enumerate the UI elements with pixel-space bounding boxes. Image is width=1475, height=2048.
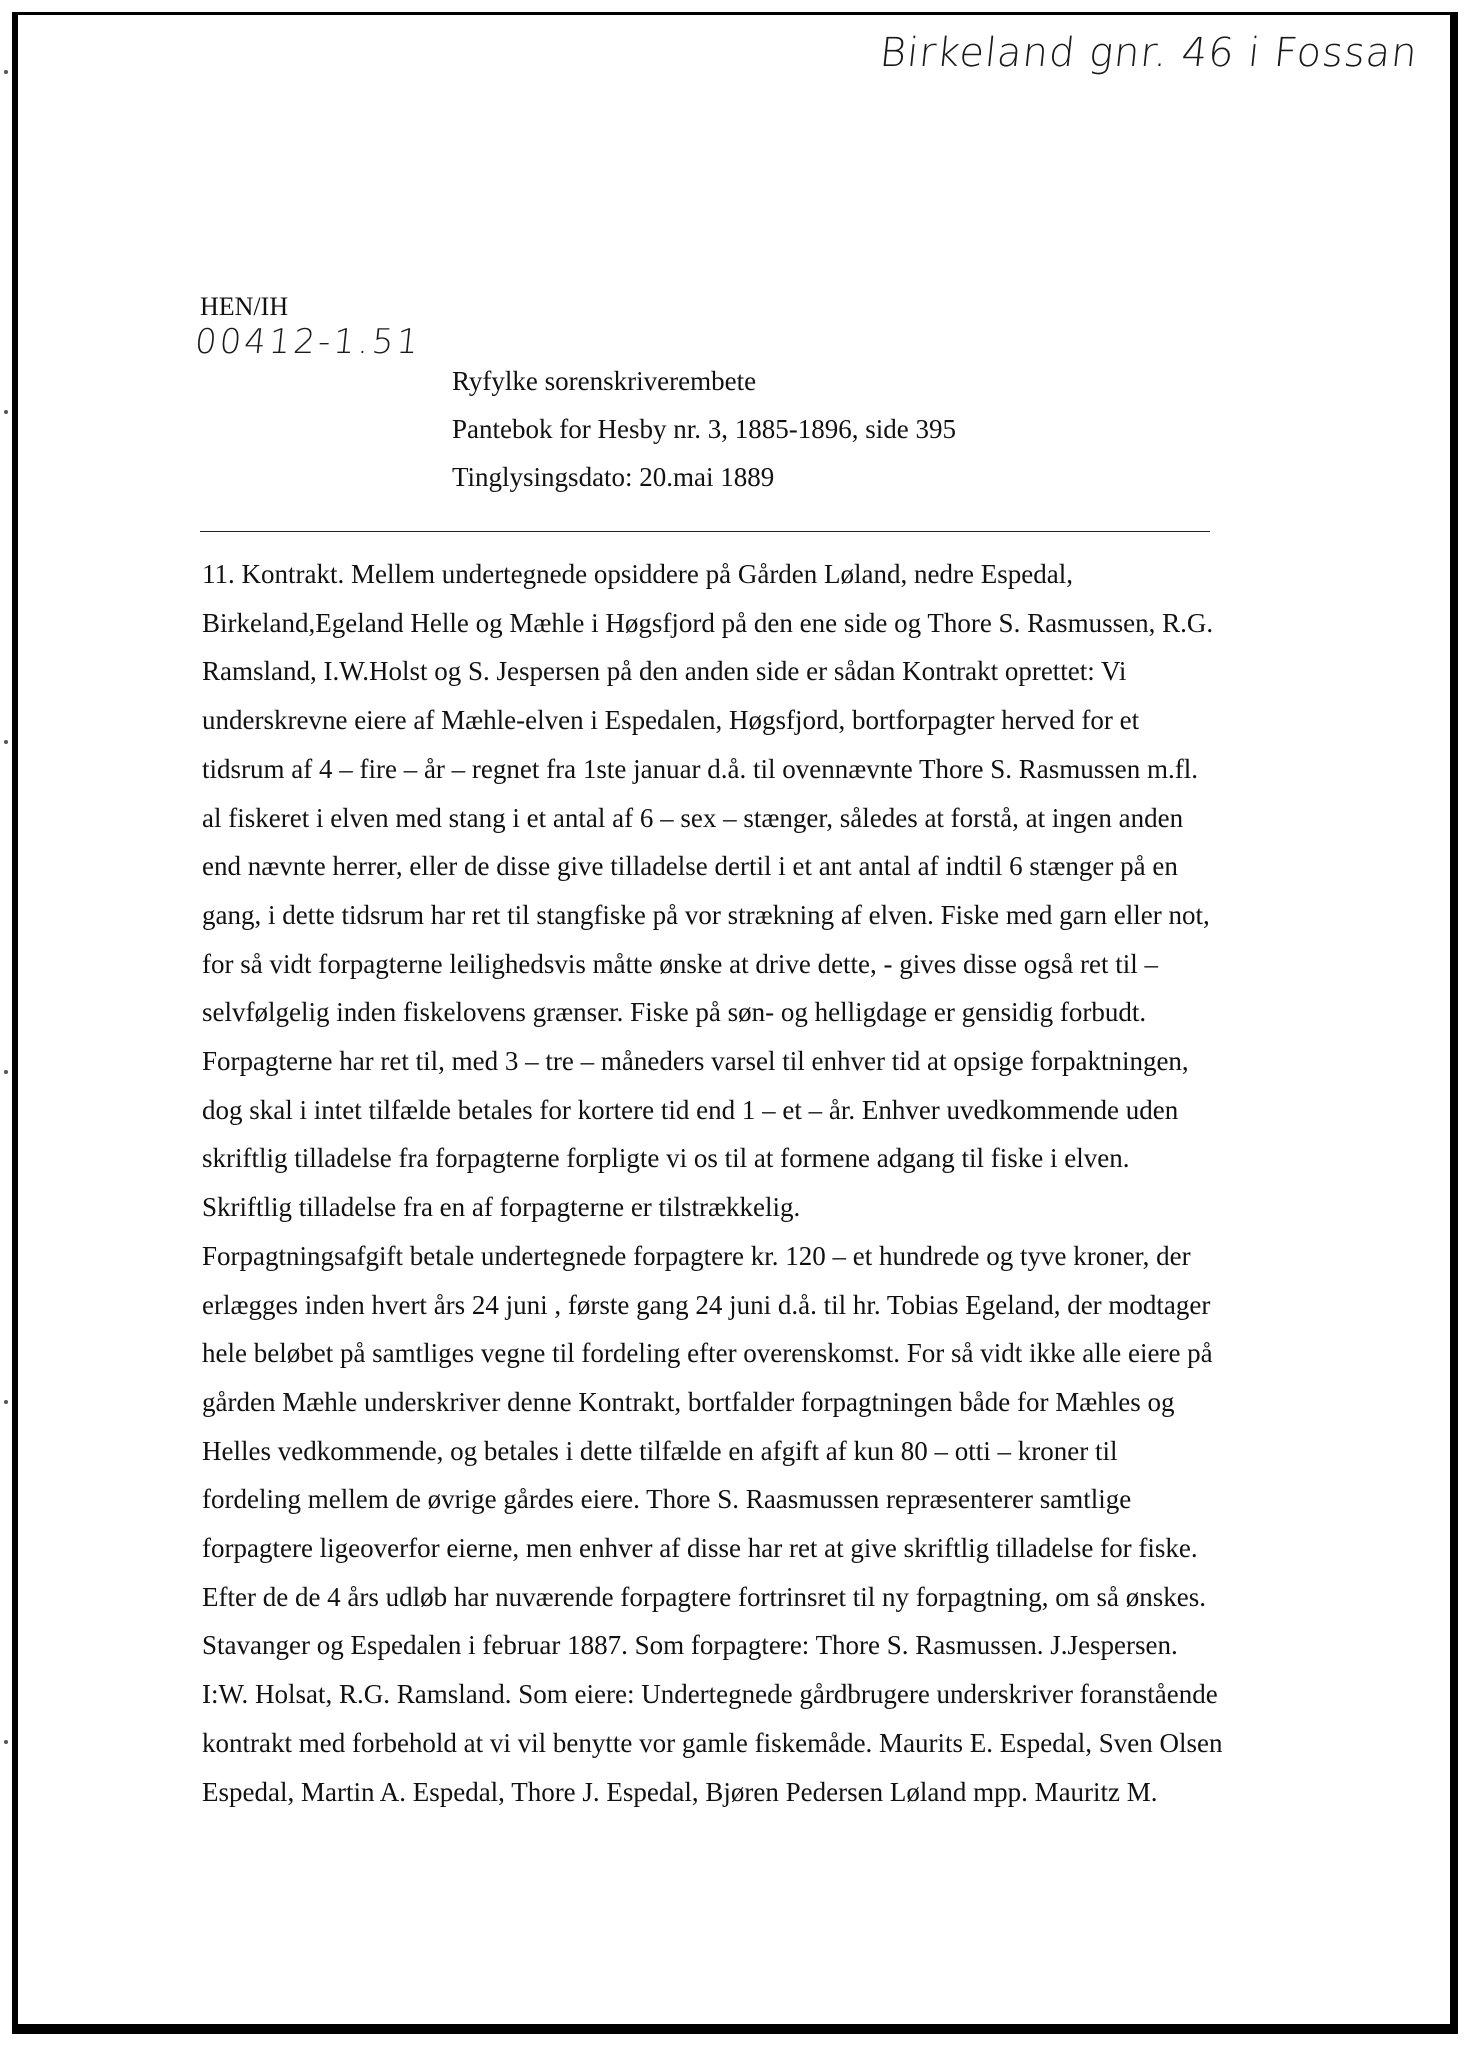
body-line: Espedal, Martin A. Espedal, Thore J. Espedal, Bjøren Pedersen Løland mpp. Mauritz M.: [202, 1776, 1158, 1807]
scan-speck: [4, 70, 8, 74]
scan-speck: [4, 740, 8, 744]
body-line: end nævnte herrer, eller de disse give tilladelse dertil i et ant antal af indtil 6 stænger på en: [202, 851, 1178, 882]
body-line: Stavanger og Espedalen i februar 1887. Som forpagtere: Thore S. Rasmussen. J.Jespersen.: [202, 1630, 1178, 1661]
document-code: HEN/IH: [200, 292, 289, 321]
body-line: Birkeland,Egeland Helle og Mæhle i Høgsfjord på den ene side og Thore S. Rasmussen, R.G.: [202, 607, 1214, 638]
body-line: al fiskeret i elven med stang i et antal af 6 – sex – stænger, således at forstå, at ingen anden: [202, 802, 1184, 833]
body-line: Helles vedkommende, og betales i dette tilfælde en afgift af kun 80 – otti – kroner til: [202, 1435, 1118, 1466]
document-header: [452, 357, 956, 501]
scan-speck: [4, 1740, 8, 1744]
scan-speck: [4, 1070, 8, 1074]
body-line: erlægges inden hvert års 24 juni , første gang 24 juni d.å. til hr. Tobias Egeland, der modtager: [202, 1289, 1211, 1320]
scan-speck: [4, 410, 8, 414]
body-line: selvfølgelig inden fiskelovens grænser. Fiske på søn- og helligdage er gensidig forbudt.: [202, 997, 1147, 1028]
body-line: hele beløbet på samtliges vegne til fordeling efter overenskomst. For så vidt ikke alle eiere på: [202, 1338, 1213, 1369]
body-line: I:W. Holsat, R.G. Ramsland. Som eiere: Undertegnede gårdbrugere underskriver foranstående: [202, 1679, 1218, 1710]
handwritten-id: 00412-1.51: [192, 322, 424, 362]
header-line-source: Pantebok for Hesby nr. 3, 1885-1896, side 395: [452, 414, 956, 444]
body-line: Forpagterne har ret til, med 3 – tre – måneders varsel til enhver tid at opsige forpaktningen,: [202, 1046, 1189, 1077]
body-line: fordeling mellem de øvrige gårdes eiere. Thore S. Raasmussen repræsenterer samtlige: [202, 1484, 1132, 1515]
handwritten-title: Birkeland gnr. 46 i Fossan: [877, 30, 1421, 76]
body-line: dog skal i intet tilfælde betales for kortere tid end 1 – et – år. Enhver uvedkommende uden: [202, 1094, 1179, 1125]
body-line: for så vidt forpagterne leilighedsvis måtte ønske at drive dette, - gives disse også ret til –: [202, 948, 1158, 979]
header-divider: [200, 531, 1210, 532]
body-line: Forpagtningsafgift betale undertegnede forpagtere kr. 120 – et hundrede og tyve kroner, der: [202, 1240, 1191, 1271]
body-line: Efter de de 4 års udløb har nuværende forpagtere fortrinsret til ny forpagtning, om så ønskes.: [202, 1581, 1206, 1612]
body-line: gang, i dette tidsrum har ret til stangfiske på vor strækning af elven. Fiske med garn eller not,: [202, 899, 1210, 930]
body-line: tidsrum af 4 – fire – år – regnet fra 1ste januar d.å. til ovennævnte Thore S. Rasmussen m.fl.: [202, 753, 1199, 784]
body-line: underskrevne eiere af Mæhle-elven i Espedalen, Høgsfjord, bortforpagter herved for et: [202, 705, 1140, 736]
scan-speck: [4, 1400, 8, 1404]
body-line: forpagtere ligeoverfor eierne, men enhver af disse har ret at give skriftlig tilladelse for fiske.: [202, 1533, 1198, 1564]
body-line: skriftlig tilladelse fra forpagterne forpligte vi os til at formene adgang til fiske i elven.: [202, 1143, 1130, 1174]
body-line: Skriftlig tilladelse fra en af forpagterne er tilstrækkelig.: [202, 1192, 801, 1223]
body-line: Ramsland, I.W.Holst og S. Jespersen på den anden side er sådan Kontrakt oprettet: Vi: [202, 656, 1127, 687]
body-line: gården Mæhle underskriver denne Kontrakt, bortfalder forpagtningen både for Mæhles og: [202, 1386, 1175, 1417]
body-line: 11. Kontrakt. Mellem undertegnede opsiddere på Gården Løland, nedre Espedal,: [202, 559, 1073, 589]
header-line-archive: Ryfylke sorenskriverembete: [452, 366, 757, 396]
header-line-date: Tinglysingsdato: 20.mai 1889: [452, 462, 775, 492]
body-line: kontrakt med forbehold at vi vil benytte vor gamle fiskemåde. Maurits E. Espedal, Sven Olsen: [202, 1727, 1223, 1758]
document-body: [202, 550, 1312, 1816]
